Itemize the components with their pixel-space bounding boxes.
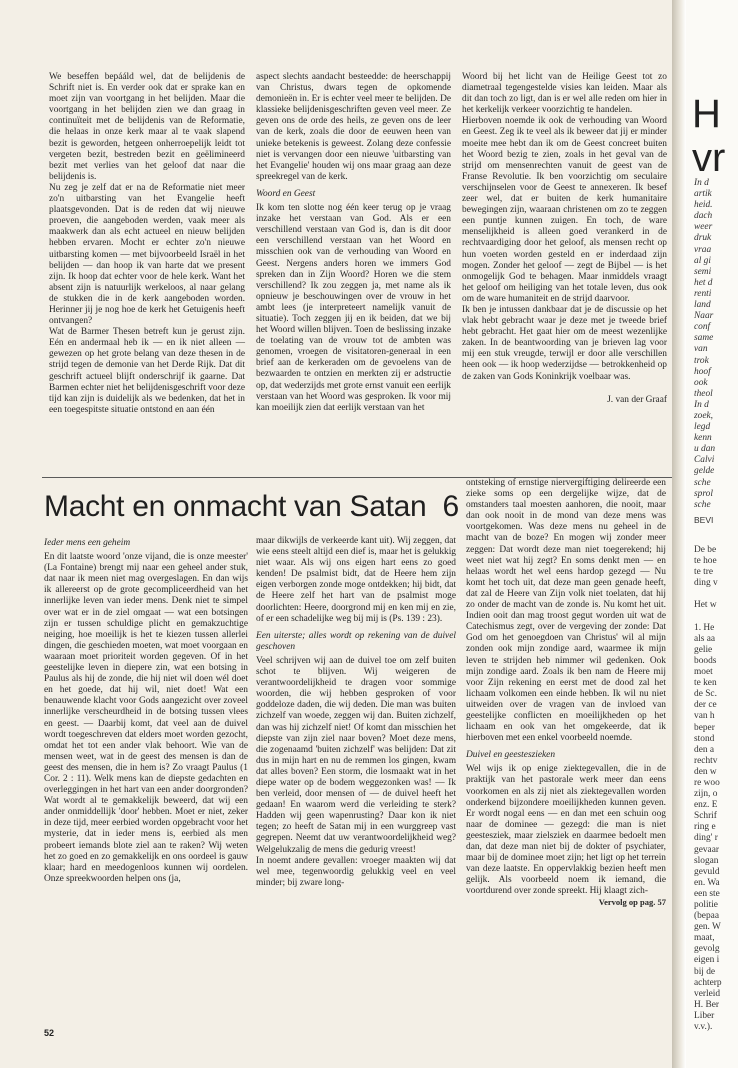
paragraph: Woord bij het licht van de Heilige Geest tot zo diametraal tegengestelde visies kan leiden. Maar als dit dan toch zo ligt, dan is er wel alle reden om hier in het kerkelijk verkeer voorzichtig te handelen. (462, 72, 667, 116)
paragraph: Nu zeg je zelf dat er na de Reformatie niet meer zo'n uitbarsting van het Evangelie heeft plaatsgevonden. Dat is de reden dat wij nieuwe proeven, die aangeboden werden, vaak meer als maakwerk dan als echt actueel en nieuw belijden hebben ervaren. Mocht er echter zo'n nieuwe uitbarsting komen — met bijvoorbeeld Israël in het belijden — dan hoop ik van harte dat we present zijn. Ik hoop dat echter voor de hele kerk. Want het absent zijn is natuurlijk werkeloos, al naar gelang de stukken die in de kerk aangeboden worden. Herinner jij je nog hoe de kerk het Getuigenis heeft ontvangen? (49, 182, 245, 327)
headline-title: Macht en onmacht van Satan (44, 490, 427, 523)
page-number: 52 (44, 1028, 55, 1038)
page-spine (672, 0, 686, 1068)
paragraph: Hierboven noemde ik ook de verhouding van Woord en Geest. Zeg ik te veel als ik beweer dat jij er minder moeite mee hebt dan ik om de Geest concreet buiten het Woord bezig te zien, zoals in het geval van de strijd om mensenrechten vanuit de geest van de Franse Revolutie. Ik ben voorzichtig om seculaire verschijnselen voor de Geest te annexeren. Ik besef zeer wel, dat er buiten de kerk humanitaire bewegingen zijn, waaraan christenen om zo te zeggen een puntje kunnen zuigen. En toch, de ware menselijkheid is alleen goed verankerd in de rechtvaardiging door het geloof, als mensen recht op hun voeten worden gesteld en er inderdaad zijn mogen. Zonder het geloof — zegt de Bijbel — is het onmogelijk God te behagen. Maar inmiddels vraagt het geloof om heiliging van het totale leven, dus ook om de ware humaniteit en de strijd daarvoor. (462, 116, 667, 304)
headline-part-number: 6 (442, 490, 459, 523)
letter-column-3 (462, 72, 667, 406)
author-signature: J. van der Graaf (607, 394, 667, 405)
subheading-duivel-en-geesteszieken: Duivel en geesteszieken (466, 750, 556, 761)
article-headline (44, 490, 459, 524)
paragraph: aspect slechts aandacht besteedde: de heerschappij van Christus, dwars tegen de opkomende demonieën in. Er is echter veel meer te belijden. De klassieke belijdenisgeschriften geven veel meer. Ze geven ons de orde des heils, ze geven ons de leer van de kerk, zoals die door de eeuwen heen van unieke betekenis is geweest. Zolang deze confessie niet is vervangen door een nieuwe 'uitbarsting van het Evangelie' houden wij ons maar graag aan deze spreekregel van de kerk. (256, 72, 451, 182)
paragraph: Wat de Barmer Thesen betreft kun je gerust zijn. Eén en andermaal heb ik — en ik niet alleen — gewezen op het grote belang van deze thesen in de strijd tegen de demonie van het Derde Rijk. Dat dit geschrift actueel blijft onderschrijf ik gaarne. Dat Barmen echter niet het belijdenisgeschrift voor deze tijd kan zijn is duidelijk als we bedenken, dat het in een toegespitste situatie ontstond en aan één (49, 327, 245, 415)
paragraph: Ik kom ten slotte nog één keer terug op je vraag inzake het verstaan van God. Als er een verschillend verstaan van God is, dan is dit door een verschillend verstaan van het Woord en misschien ook van de verhouding van Woord en Geest. Nergens anders horen we immers God spreken dan in Zijn Woord? Horen we die stem verschillend? Ik zou zeggen ja, met name als ik opnieuw je beschouwingen over de vrouw in het ambt lees (je interpreteert namelijk vanuit de situatie). Toch zeggen jij en ik beiden, dat we bij het Woord willen blijven. Toen de beslissing inzake de toelating van de vrouw tot de ambten was genomen, vroegen de visitatoren-generaal in een brief aan de kerkeraden om de gevoelens van de bezwaarden te ontzien en merkten zij er adstructie op, dat wederzijds met grote ernst vanuit een eerlijk verstaan van het Woord was gesproken. Ik voor mij kan moeilijk zien dat eerlijk verstaan van het (256, 203, 451, 413)
facing-page-intro: In d artik heid. dach weer druk vraa al gi semi het d renti land Naar conf same van trok hoof ook theol In d zoek, legd kenn u dan Calvi gelde sche sprol sche (694, 178, 716, 510)
paragraph: En dit laatste woord 'onze vijand, die is onze meester' (La Fontaine) brengt mij naar een geheel ander stuk, dat naar ik meen niet mag overgeslagen. En dan wijs ik allereerst op de grote gecompliceerdheid van het innerlijke leven van ieder mens. Denk niet te simpel over wat er in de ziel omgaat — wat een botsingen zijn er tussen schuldige plicht en gemakzuchtige neiging, hoe moeilijk is het te kiezen tussen allerlei dingen, die geschieden moeten, wat moet voorgaan en waaraan moet prioriteit worden gegeven. Of in het geestelijke leven in diepere zin, wat een botsing in Paulus als hij de zonde, die hij niet wil doen wél doet en het goede, dat hij wil, niet doet! Wat een benauwende klacht voor Gods aangezicht over zoveel innerlijke verscheurdheid in de botsing tussen vlees en geest. — Daarbij komt, dat veel aan de duivel wordt toegeschreven dat elders moet worden gezocht, omdat het tot een ander vlak behoort. Wie van de mensen weet, wat in de geest des mensen is dan de geest des mensen, die in hem is? Zo vraagt Paulus (1 Cor. 2 : 11). Welk mens kan de diepste gedachten en overleggingen in het hart van een ander doorgronden? Wat wordt al te gemakkelijk beweerd, dat wij een ander onmiddellijk 'door' hebben. Moet er niet, zeker in deze tijd, meer eerbied worden opgebracht voor het mysterie, dat in ieder mens is, eerbied als men probeert iemands blote ziel aan te raken? Wij weten het zo goed en zo gemakkelijk en ons oordeel is gauw klaar; hard en meedogenloos kunnen wij oordelen. Onze spreekwoorden helpen ons (ja, (44, 552, 248, 884)
article-column-3 (466, 478, 666, 909)
facing-page-section-heading: BEVI (694, 515, 714, 525)
paragraph: Ik ben je intussen dankbaar dat je de discussie op het vlak hebt gebracht waar je deze met je tweede brief hebt gebracht. Het gaat hier om de meest wezenlijke zaken. In de beantwoording van je brieven lag voor mij een stuk vreugde, terwijl er door alle verschillen heen ook — ik hoop wederzijdse — betrokkenheid op de zaken van Gods Koninkrijk voelbaar was. (462, 304, 667, 382)
subheading-ieder-mens: Ieder mens een geheim (44, 538, 131, 548)
subheading-woord-en-geest: Woord en Geest (256, 188, 316, 199)
paragraph: maar dikwijls de verkeerde kant uit). Wij zeggen, dat wie eens steelt altijd een dief is, maar het is gelukkig niet waar. Als wij ons eigen hart eens zo goed kenden! De psalmist bidt, dat de Heere hem zijn eigen verborgen zonde moge ontdekken; hij bidt, dat de Heere zelf het hart van de psalmist moge doorlichten: Heere, doorgrond mij en ken mij en zie, of er een schadelijke weg bij mij is (Ps. 139 : 23). (256, 536, 456, 624)
letter-column-2 (256, 72, 451, 414)
paragraph: ontsteking of ernstige niervergiftiging delireerde een zieke soms op een dergelijke wijze, dat de omstanders taal moesten aanhoren, die nooit, maar dan ook nooit in de mond van deze mens was voortgekomen. Was deze mens nu geheel in de macht van de boze? En mogen wij zonder meer zeggen: Dat wordt deze man niet toegerekend; hij weet niet wat hij zegt? En soms denkt men — en helaas wordt het wel eens hardop gezegd — Nu komt het toch uit, dat deze man geen genade heeft, dat zal de Heere van Zijn volk niet toelaten, dat hij zo onder de macht van de zonde is. Nu komt het uit. Indien ooit dan mag troost gegut worden uit wat de Catechismus zegt, over de vergeving der zonde: Dat God om het genoegdoen van Christus' wil al mijn zonden ook mijn zondige aard, waarmee ik mijn leven te strijden heb nimmer wil gedenken. Ook mijn zondige aard. Zoals ik ben nam de Heere mij voor Zijn rekening en eerst met de dood zal het lichaam volkomen een einde hebben. Ik wil nu niet uitweiden over de vragen van de invloed van geestelijke conflicten en moeilijkheden op het lichaam en ook van het omgekeerde, dat ik hierboven met een enkel voorbeeld noemde. (466, 478, 666, 744)
facing-page-body: De be te hoe te tre ding v Het w 1. He als aa gelie boods moet te ken de Sc. der ce van h beper stond den a rechtv den w re woo zijn, o enz. E Schrif ring e ding' r gevaar slogan gevuld en. Wa een ste politie (bepaa gen. W maat, gevolg eigen i bij de achterp verleid H. Ber Liber v.v.). (694, 545, 722, 1033)
paragraph: Wel wijs ik op enige ziektegevallen, die in de praktijk van het pastorale werk meer dan eens voorkomen en als zij niet als ziektegevallen worden onderkend bijzondere moeilijkheden kunnen geven. Er wordt nogal eens — en dan met een schuin oog naar de dominee — gezegd: die man is niet geestesziek, maar zielsziek en daarmee bedoelt men dan, dat deze man niet bij de dokter of psychiater, maar bij de dominee moet zijn; het ligt op het terrein van deze laatste. En oppervlakkig bezien heeft men gelijk. Als voorbeeld noem ik iemand, die voortdurend over zonde spreekt. Hij klaagt zich- (466, 764, 666, 897)
letter-column-1 (49, 72, 245, 416)
paragraph: In noemt andere gevallen: vroeger maakten wij dat wel mee, tegenwoordig gelukkig veel en veel minder; bij zware long- (256, 855, 456, 888)
continued-notice: Vervolg op pag. 57 (598, 897, 666, 908)
subheading-een-uiterste: Een uiterste; alles wordt op rekening van de duivel geschoven (256, 630, 456, 652)
paragraph: Veel schrijven wij aan de duivel toe om zelf buiten schot te blijven. Wij weigeren de verantwoordelijkheid te dragen voor sommige woorden, die wij hebben gesproken of voor goddeloze daden, die wij deden. Die man was buiten zichzelf van woede, zeggen wij dan. Buiten zichzelf, dan was hij zichzelf niet! Of komt dan misschien het diepste van zijn ziel naar boven? Moet deze mens, die zogenaamd 'buiten zichzelf' was belijden: Dat zit dus in mijn hart en nu de remmen los gingen, kwam dat alles boven? Een storm, die losmaakt wat in het diepe water op de bodem weggezonken was! — Ik ben verleid, door mensen of — de duivel heeft het gedaan! En waarom werd die verleiding te sterk? Hadden wij geen wapenrusting? Daar kon ik niet tegen; zo heeft de Satan mij in een wurggreep vast gegrepen. Neemt dat uw verantwoordelijkheid weg? Welgelukzalig de mens die gedurig vreest! (256, 655, 456, 855)
article-column-2 (256, 536, 456, 889)
paragraph: We beseffen bepááld wel, dat de belijdenis de Schrift niet is. En verder ook dat er sprake kan en moet zijn van voortgang in het belijden. Maar die voortgang in het belijden zien we dan graag in continuïteit met de belijdenis van de Reformatie, die helaas in onze kerk maar al te vaak slapend bezit is geworden, hetgeen onherroepelijk leidt tot vergeten bezit, bestreden bezit en geëlimineerd bezit met verlies van het geloof dat naar die belijdenis is. (49, 72, 245, 182)
facing-page-headline: H vr (692, 92, 726, 180)
facing-page-edge (686, 0, 738, 1068)
article-column-1 (44, 538, 248, 885)
